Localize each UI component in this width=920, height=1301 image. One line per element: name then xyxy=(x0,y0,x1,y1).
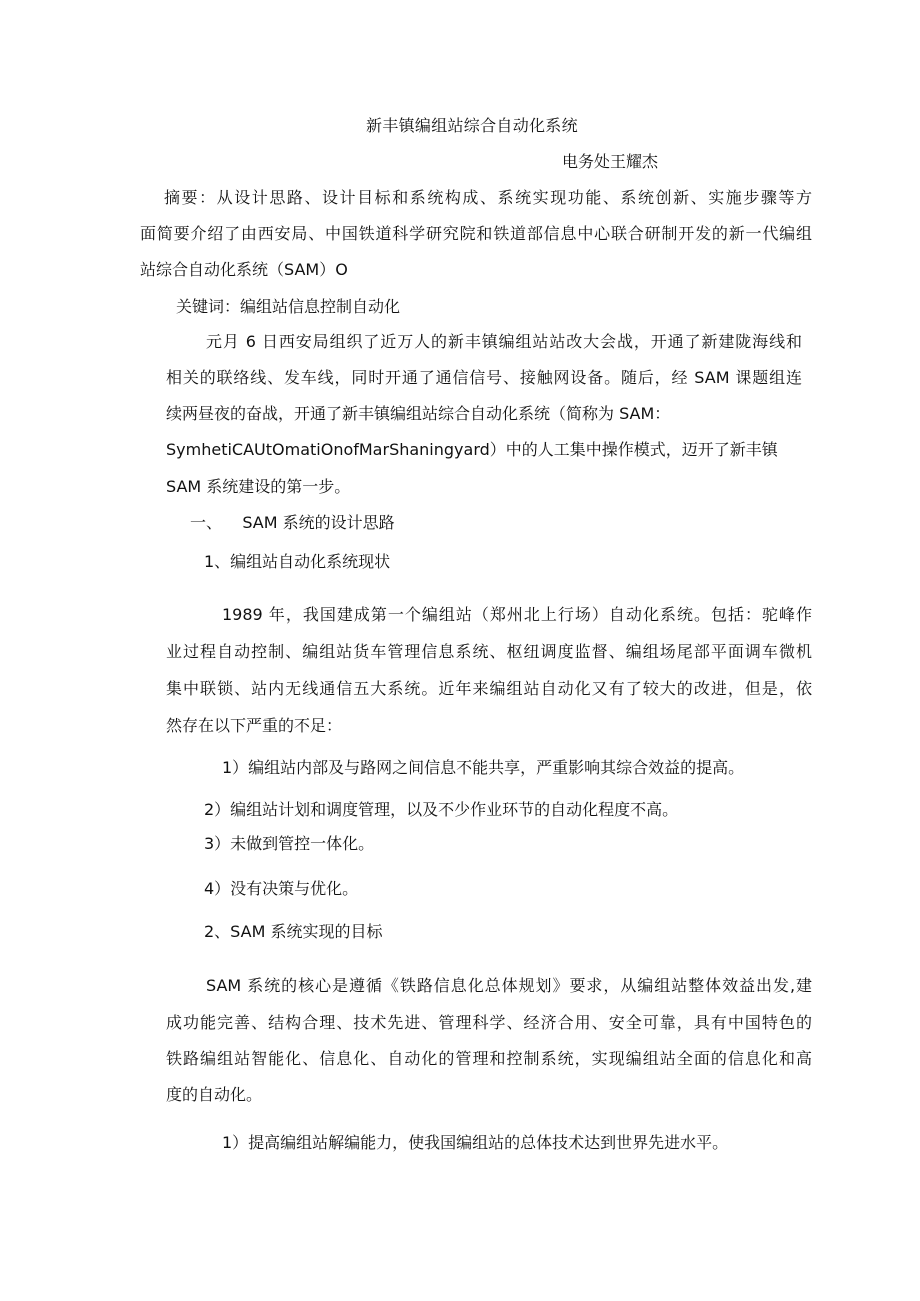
shortcoming-item: 1）编组站内部及与路网之间信息不能共享，严重影响其综合效益的提高。 xyxy=(222,758,745,777)
abstract-line: 摘要：从设计思路、设计目标和系统构成、系统实现功能、系统创新、实施步骤等方 xyxy=(164,188,812,207)
intro-line: SymhetiCAUtOmatiOnofMarShaningyard）中的人工集中操作模式，迈开了新丰镇 xyxy=(166,440,778,459)
document-title: 新丰镇编组站综合自动化系统 xyxy=(366,116,578,135)
abstract-line: 面简要介绍了由西安局、中国铁道科学研究院和铁道部信息中心联合研制开发的新一代编组 xyxy=(140,224,812,243)
goal-line: 度的自动化。 xyxy=(166,1085,263,1104)
goal-item: 1）提高编组站解编能力，使我国编组站的总体技术达到世界先进水平。 xyxy=(222,1133,729,1152)
goal-line: 铁路编组站智能化、信息化、自动化的管理和控制系统，实现编组站全面的信息化和高 xyxy=(166,1049,812,1068)
subsection-heading: 2、SAM 系统实现的目标 xyxy=(204,922,383,941)
status-line: 业过程自动控制、编组站货车管理信息系统、枢纽调度监督、编组场尾部平面调车微机 xyxy=(166,642,812,661)
section-heading: 一、 SAM 系统的设计思路 xyxy=(190,513,395,532)
shortcoming-item: 4）没有决策与优化。 xyxy=(204,879,359,898)
shortcoming-item: 3）未做到管控一体化。 xyxy=(204,834,375,853)
intro-line: 续两昼夜的奋战，开通了新丰镇编组站综合自动化系统（简称为 SAM： xyxy=(166,404,671,423)
abstract-line: 站综合自动化系统（SAM）O xyxy=(140,260,348,279)
keywords: 关键词：编组站信息控制自动化 xyxy=(176,297,401,316)
intro-line: 元月 6 日西安局组织了近万人的新丰镇编组站站改大会战，开通了新建陇海线和 xyxy=(206,332,802,351)
status-line: 然存在以下严重的不足： xyxy=(166,716,343,735)
shortcoming-item: 2）编组站计划和调度管理，以及不少作业环节的自动化程度不高。 xyxy=(204,800,679,819)
goal-line: SAM 系统的核心是遵循《铁路信息化总体规划》要求，从编组站整体效益出发,建 xyxy=(206,976,812,995)
author-name: 电务处王耀杰 xyxy=(562,152,659,171)
goal-line: 成功能完善、结构合理、技术先进、管理科学、经济合用、安全可靠，具有中国特色的 xyxy=(166,1013,812,1032)
status-line: 1989 年，我国建成第一个编组站（郑州北上行场）自动化系统。包括：驼峰作 xyxy=(222,605,812,624)
status-line: 集中联锁、站内无线通信五大系统。近年来编组站自动化又有了较大的改进，但是，依 xyxy=(166,679,812,698)
subsection-heading: 1、编组站自动化系统现状 xyxy=(204,552,391,571)
intro-line: 相关的联络线、发车线，同时开通了通信信号、接触网设备。随后，经 SAM 课题组连 xyxy=(166,368,802,387)
intro-line: SAM 系统建设的第一步。 xyxy=(166,477,351,496)
